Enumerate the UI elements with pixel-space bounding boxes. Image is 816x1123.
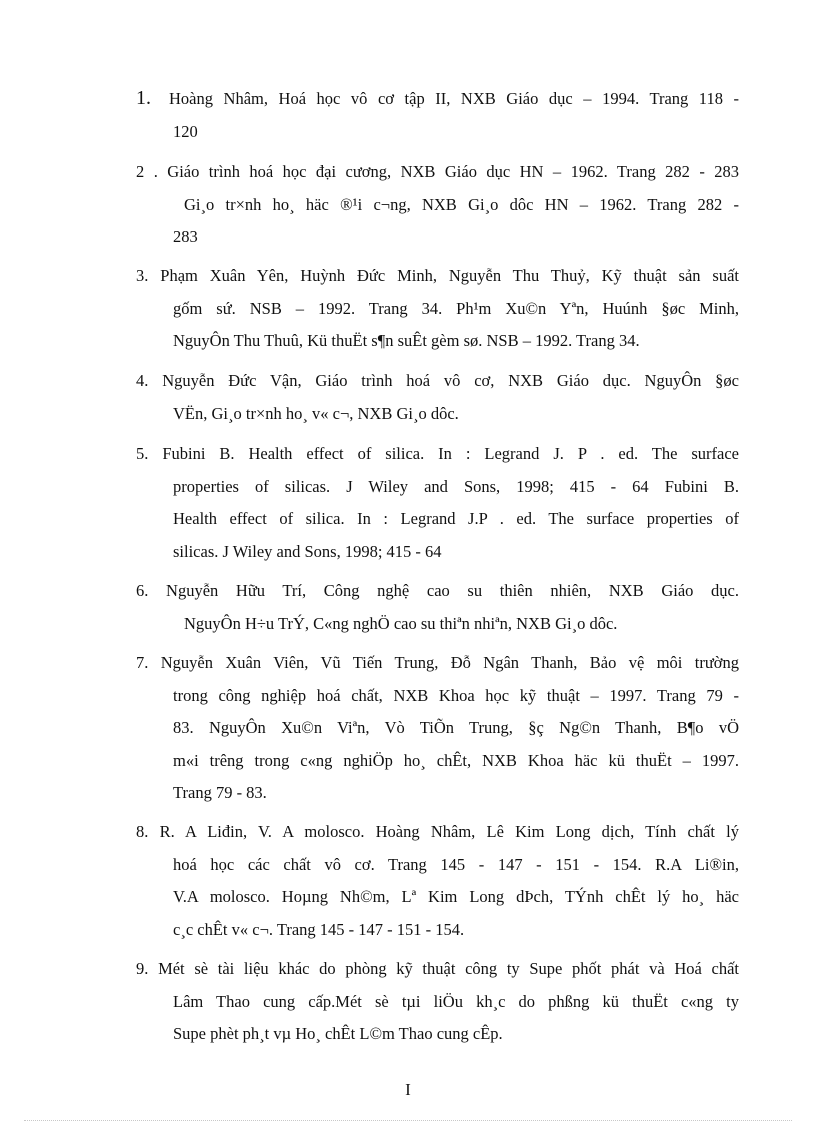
reference-line: Nguyễn Đức Vận, Giáo trình hoá vô cơ, NXB Giáo dục. NguyÔn §øc (162, 371, 739, 390)
reference-line: hoá học các chất vô cơ. Trang 145 - 147 - 151 - 154. R.A Li®in, (173, 854, 739, 874)
reference-number: 2 . (136, 162, 158, 181)
reference-line: V.A molosco. Hoµng Nh©m, Lª Kim Long dÞch, TÝnh chÊt lý ho¸ häc (173, 887, 739, 906)
reference-line: 120 (173, 121, 198, 141)
reference-line: Gi¸o tr×nh ho¸ häc ®¹i c¬ng, NXB Gi¸o dôc HN – 1962. Trang 282 - (184, 194, 739, 214)
page-bottom-divider (24, 1120, 792, 1121)
reference-line: 283 (173, 227, 198, 246)
page-number: I (405, 1080, 411, 1099)
reference-number: 3. (136, 266, 149, 285)
reference-number: 1. (136, 87, 151, 109)
reference-line: gốm sứ. NSB – 1992. Trang 34. Ph¹m Xu©n Yªn, Huúnh §øc Minh, (173, 298, 739, 318)
reference-item (136, 816, 739, 946)
reference-line: VËn, Gi¸o tr×nh ho¸ v« c¬, NXB Gi¸o dôc. (173, 403, 459, 423)
reference-item (136, 260, 739, 358)
reference-line: Health effect of silica. In : Legrand J.P . ed. The surface properties of (173, 509, 739, 528)
reference-number: 7. (136, 653, 149, 672)
reference-line: Nguyễn Xuân Viên, Vũ Tiến Trung, Đỗ Ngân Thanh, Bảo vệ môi trường (160, 653, 740, 672)
reference-line: Fubini B. Health effect of silica. In : Legrand J. P . ed. The surface (162, 444, 739, 463)
reference-line: Nguyễn Hữu Trí, Công nghệ cao su thiên nhiên, NXB Giáo dục. (166, 581, 739, 600)
reference-line: Lâm Thao cung cấp.Mét sè tµi liÖu kh¸c do phßng kü thuËt c«ng ty (173, 991, 739, 1011)
reference-line: R. A Liđin, V. A molosco. Hoàng Nhâm, Lê Kim Long dịch, Tính chất lý (159, 822, 739, 841)
reference-line: 83. NguyÔn Xu©n Viªn, Vò TiÕn Trung, §ç Ng©n Thanh, B¶o vÖ (173, 718, 739, 737)
reference-item (136, 575, 739, 640)
reference-line: c¸c chÊt v« c¬. Trang 145 - 147 - 151 - 154. (173, 919, 465, 939)
reference-item (136, 953, 739, 1051)
reference-line: Trang 79 - 83. (173, 783, 267, 802)
reference-line: silicas. J Wiley and Sons, 1998; 415 - 64 (173, 541, 442, 561)
reference-line: Supe phèt ph¸t vµ Ho¸ chÊt L©m Thao cung cÊp. (173, 1024, 503, 1043)
reference-line: NguyÔn Thu Thuû, Kü thuËt s¶n suÊt gèm sø. NSB – 1992. Trang 34. (173, 331, 640, 350)
reference-line: trong công nghiệp hoá chất, NXB Khoa học kỹ thuật – 1997. Trang 79 - (173, 685, 739, 705)
reference-line: Hoàng Nhâm, Hoá học vô cơ tập II, NXB Giáo dục – 1994. Trang 118 - (169, 89, 739, 108)
reference-item (136, 156, 739, 254)
reference-line: m«i trêng trong c«ng nghiÖp ho¸ chÊt, NXB Khoa häc kü thuËt – 1997. (173, 750, 739, 770)
reference-number: 9. (136, 959, 149, 978)
reference-item (136, 438, 739, 568)
reference-line: NguyÔn H÷u TrÝ, C«ng nghÖ cao su thiªn nhiªn, NXB Gi¸o dôc. (184, 613, 618, 633)
reference-line: Phạm Xuân Yên, Huỳnh Đức Minh, Nguyễn Thu Thuỷ, Kỹ thuật sản suất (160, 266, 740, 285)
reference-number: 5. (136, 444, 149, 463)
reference-number: 8. (136, 822, 149, 841)
reference-number: 4. (136, 371, 149, 390)
reference-line: Giáo trình hoá học đại cương, NXB Giáo dục HN – 1962. Trang 282 - 283 (167, 162, 740, 181)
reference-line: Mét sè tài liệu khác do phòng kỹ thuật công ty Supe phốt phát và Hoá chất (158, 959, 740, 978)
reference-item (136, 82, 739, 148)
reference-line: properties of silicas. J Wiley and Sons, 1998; 415 - 64 Fubini B. (173, 476, 739, 496)
reference-number: 6. (136, 581, 149, 600)
reference-item (136, 365, 739, 430)
reference-item (136, 647, 739, 810)
